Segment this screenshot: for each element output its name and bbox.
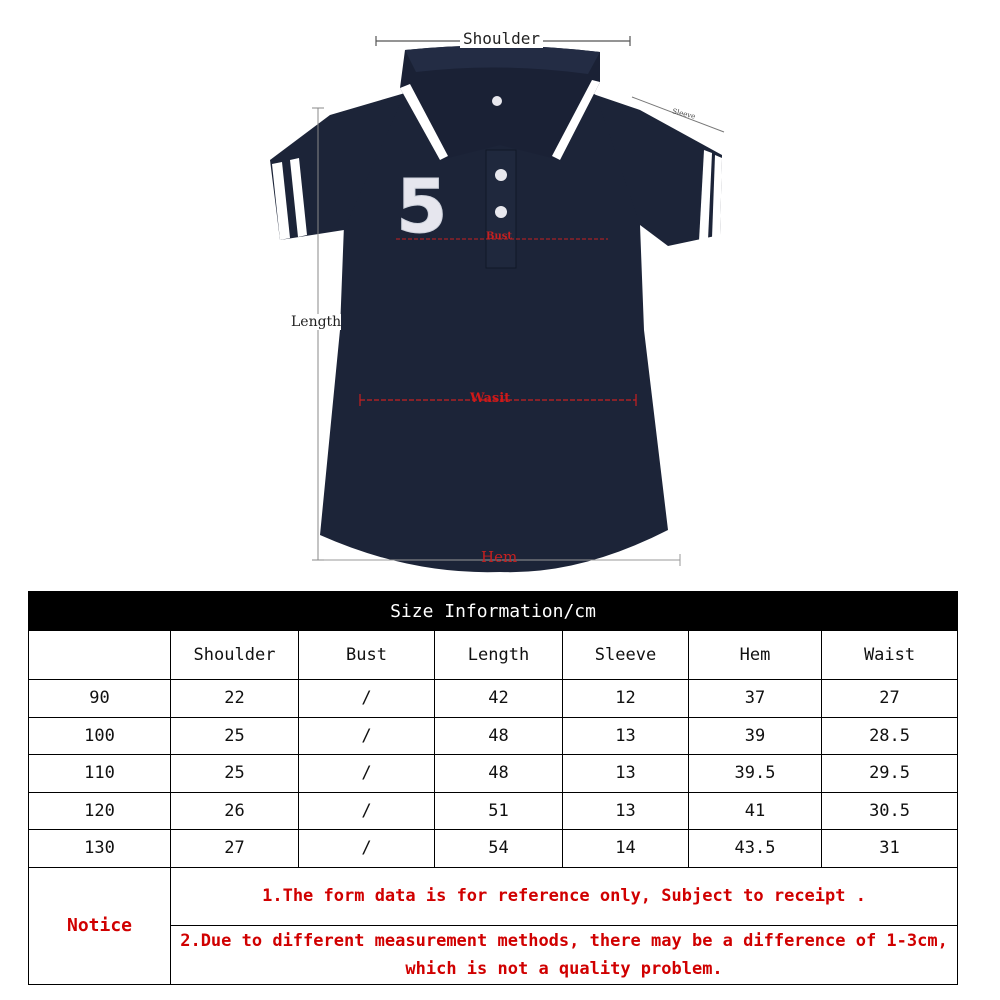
table-cell: 130 <box>29 830 171 868</box>
table-cell: 120 <box>29 792 171 830</box>
table-cell: / <box>299 755 435 793</box>
table-cell: 48 <box>435 717 563 755</box>
table-cell: 22 <box>171 680 299 718</box>
table-cell: 13 <box>563 717 689 755</box>
table-cell: 29.5 <box>822 755 958 793</box>
table-cell: 41 <box>689 792 822 830</box>
table-cell: 51 <box>435 792 563 830</box>
table-cell: 28.5 <box>822 717 958 755</box>
header-cell: Bust <box>299 631 435 680</box>
header-cell: Sleeve <box>563 631 689 680</box>
table-cell: 27 <box>171 830 299 868</box>
table-cell: 25 <box>171 717 299 755</box>
table-cell: 12 <box>563 680 689 718</box>
notice-label: Notice <box>29 867 171 984</box>
print-number: 5 <box>396 164 448 250</box>
header-cell: Shoulder <box>171 631 299 680</box>
table-cell: / <box>299 830 435 868</box>
table-cell: 100 <box>29 717 171 755</box>
size-table <box>28 591 958 985</box>
table-row <box>29 792 958 830</box>
notice-line-2: 2.Due to different measurement methods, there may be a difference of 1-3cm, which is not a quality problem. <box>171 925 958 984</box>
table-cell: 48 <box>435 755 563 793</box>
table-row <box>29 755 958 793</box>
table-cell: 42 <box>435 680 563 718</box>
table-cell: 39 <box>689 717 822 755</box>
table-cell: / <box>299 717 435 755</box>
table-cell: 37 <box>689 680 822 718</box>
header-cell: Length <box>435 631 563 680</box>
table-cell: 25 <box>171 755 299 793</box>
hem-label: Hem <box>481 548 518 566</box>
header-cell <box>29 631 171 680</box>
header-cell: Hem <box>689 631 822 680</box>
table-cell: 39.5 <box>689 755 822 793</box>
table-title: Size Information/cm <box>29 592 958 631</box>
table-cell: 13 <box>563 755 689 793</box>
table-row <box>29 680 958 718</box>
table-cell: 27 <box>822 680 958 718</box>
table-header-row <box>29 631 958 680</box>
table-cell: 13 <box>563 792 689 830</box>
table-cell: 110 <box>29 755 171 793</box>
length-label: Length <box>291 314 342 330</box>
table-cell: 31 <box>822 830 958 868</box>
table-cell: 26 <box>171 792 299 830</box>
notice-row <box>29 867 958 925</box>
table-cell: / <box>299 792 435 830</box>
sleeve-label: Sleeve <box>671 107 697 121</box>
table-row <box>29 717 958 755</box>
table-cell: 14 <box>563 830 689 868</box>
table-cell: 43.5 <box>689 830 822 868</box>
shoulder-label: Shoulder <box>460 29 543 48</box>
table-row <box>29 830 958 868</box>
table-cell: 90 <box>29 680 171 718</box>
header-cell: Waist <box>822 631 958 680</box>
bust-label: Bust <box>486 231 512 242</box>
table-title-row <box>29 592 958 631</box>
table-cell: / <box>299 680 435 718</box>
waist-label: Wasit <box>470 391 511 406</box>
table-cell: 30.5 <box>822 792 958 830</box>
table-cell: 54 <box>435 830 563 868</box>
notice-line-1: 1.The form data is for reference only, Subject to receipt . <box>171 867 958 925</box>
